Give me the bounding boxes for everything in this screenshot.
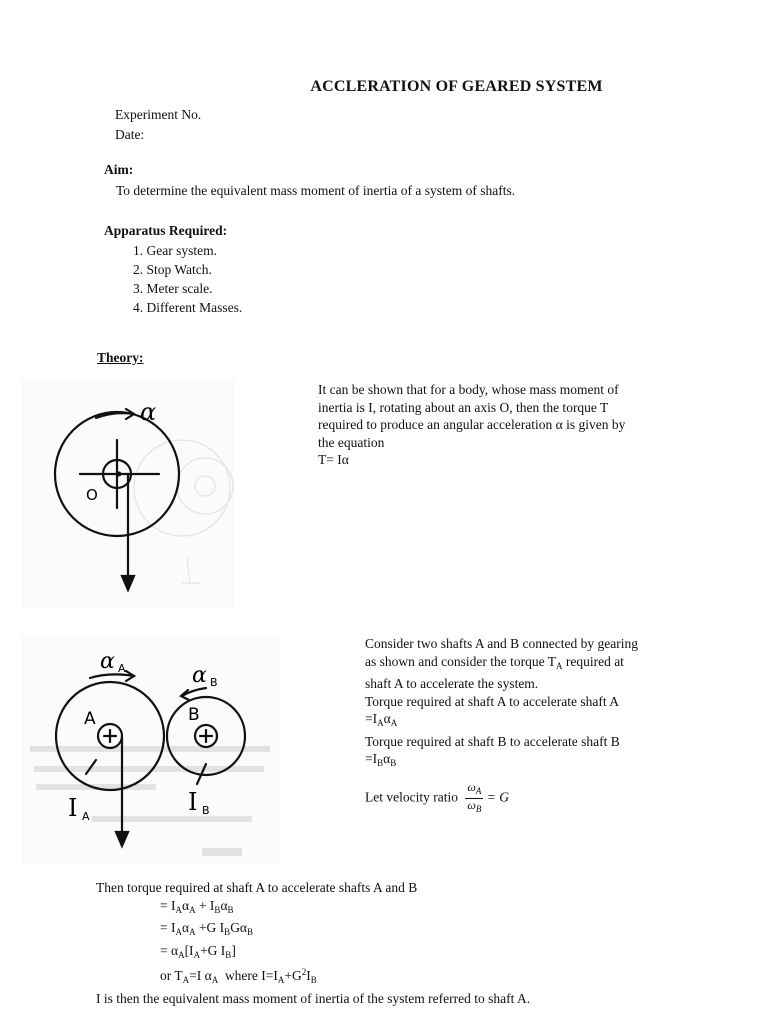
inertia-a-label: I — [68, 794, 78, 822]
axis-o-label: O — [86, 486, 98, 504]
load-arrow-icon — [116, 832, 128, 846]
theory-paragraph-2: Consider two shafts A and B connected by gearing as shown and consider the torque $T_A$ required at shaft A to accelerate the system. Torque required at shaft A to accelerate shaft A $=I_A\alpha_A$ Torque required at shaft B to accelerate shaft B $=I_B\alpha_B$ Let velocity ratio $\frac{\omega_A}{\omega_B}$ = G — [365, 635, 705, 816]
eq-line-2: = $I_A\alpha_A +G$ $I_BG\alpha_B$ — [160, 920, 254, 937]
list-item: 1. Gear system. — [133, 243, 217, 258]
theory-heading: Theory: — [97, 350, 144, 365]
apparatus-heading: Apparatus Required: — [104, 223, 228, 238]
date-label: Date: — [115, 127, 145, 142]
inertia-b-label: I — [188, 788, 198, 816]
list-item: 2. Stop Watch. — [133, 262, 212, 277]
experiment-no-label: Experiment No. — [115, 107, 202, 122]
list-item: 4. Different Masses. — [133, 300, 243, 315]
eq-ia-alpha-a: $=I_A\alpha_A$ — [365, 711, 398, 728]
alpha-label: α — [140, 398, 157, 426]
alpha-b-label: α — [192, 663, 207, 688]
velocity-ratio-line: Let velocity ratio $\frac{\omega_A}{\omega_B}$ = G — [365, 779, 509, 814]
inertia-a-subscript: A — [82, 810, 90, 823]
gear-a-label: A — [84, 709, 96, 729]
eq-line-3: = $\alpha_A[I_A+G$ $I_B$] — [160, 942, 236, 960]
eq-line-4: or $T_A=I$ $\alpha_A$ where $I=I_A+G^2I_B$ — [160, 967, 317, 985]
single-body-figure — [22, 378, 234, 608]
alpha-b-subscript: B — [210, 676, 218, 689]
theory-paragraph-1: It can be shown that for a body, whose mass moment of inertia is I, rotating about an axis O, then the torque T required to produce an angular acceleration α is given by the equation T= Iα — [318, 381, 698, 469]
page-title: ACCLERATION OF GEARED SYSTEM — [310, 78, 603, 95]
torque-ta-line: as shown and consider the torque $T_A$ required at — [365, 653, 624, 671]
alpha-a-label: α — [100, 649, 115, 674]
aim-heading: Aim: — [104, 162, 134, 177]
rotation-arrow-a-icon — [90, 674, 134, 678]
eq-ib-alpha-b: $=I_B\alpha_B$ — [365, 751, 397, 768]
load-arrow-icon — [122, 576, 134, 590]
aim-text: To determine the equivalent mass moment of inertia of a system of shafts. — [116, 183, 516, 198]
final-derivation: Then torque required at shaft A to accelerate shafts A and B = $I_A\alpha_A + I_B\alpha_B$ = $I_A\alpha_A +G$ $I_BG\alpha_B$ = $\alpha_A[I_A+G$ $I_B$] or $T_A=I$ $\alpha_A$ where $I=I_A+G^2I_B$ I is then the equivalent mass moment of inertia of the system referred to shaft A. — [96, 879, 716, 1007]
apparatus-list — [133, 241, 242, 317]
list-item: 3. Meter scale. — [133, 281, 213, 296]
gear-b-label: B — [188, 705, 200, 725]
inertia-b-subscript: B — [202, 804, 210, 817]
eq-line-1: = $I_A\alpha_A + I_B\alpha_B$ — [160, 897, 234, 915]
alpha-a-subscript: A — [118, 662, 126, 675]
geared-shafts-figure — [22, 634, 280, 864]
torque-equation: T= Iα — [318, 452, 349, 467]
